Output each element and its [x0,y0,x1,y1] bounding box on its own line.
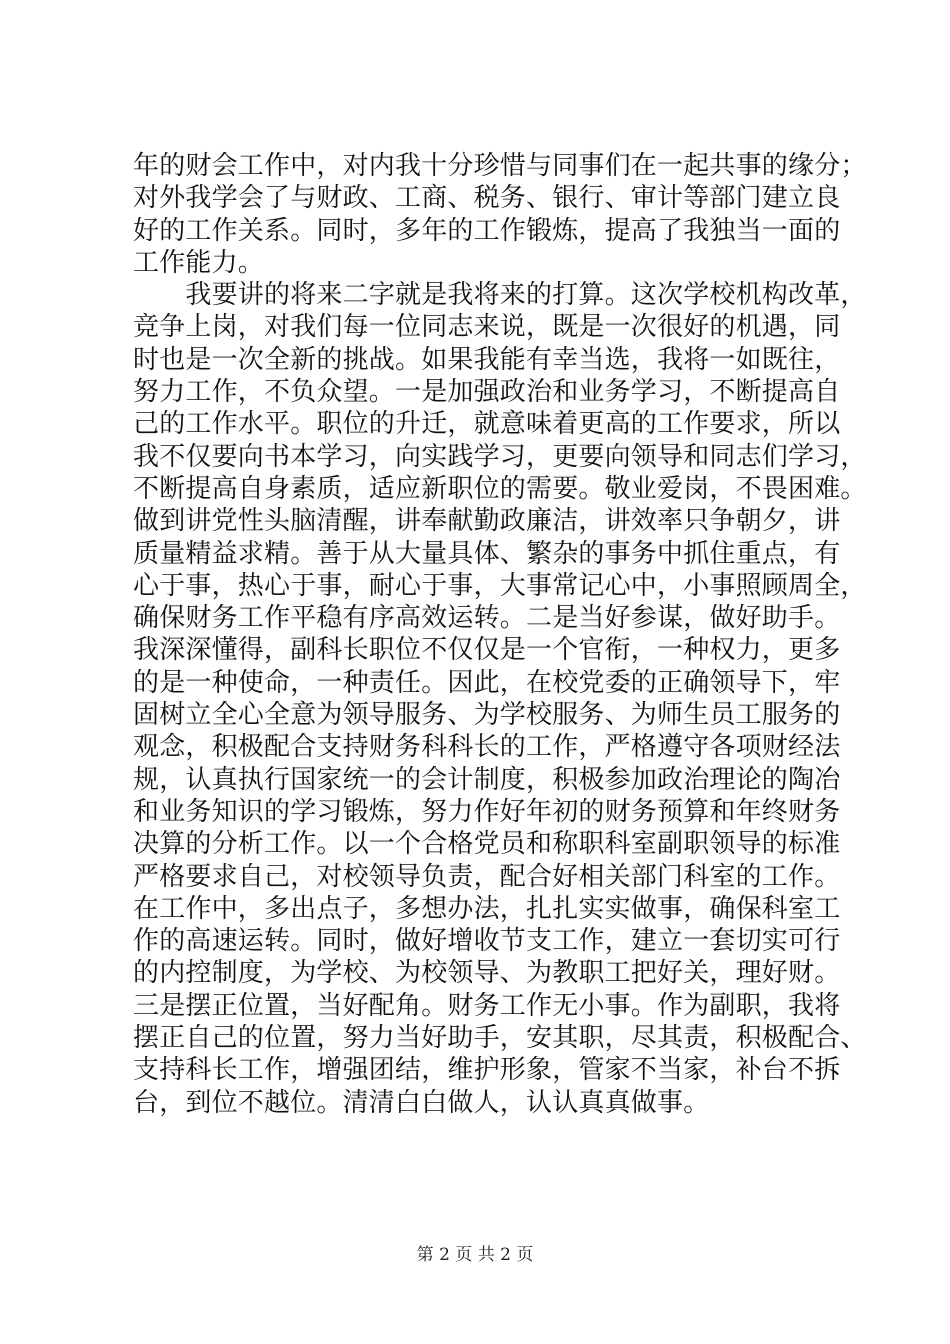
text-line: 作的高速运转。同时，做好增收节支工作，建立一套切实可行 [133,926,841,957]
text-line: 我不仅要向书本学习，向实践学习，更要向领导和同志们学习， [133,441,867,472]
text-line: 心于事，热心于事，耐心于事，大事常记心中，小事照顾周全， [133,570,867,601]
text-line: 严格要求自己，对校领导负责，配合好相关部门科室的工作。 [133,861,841,892]
text-line: 的内控制度，为学校、为校领导、为教职工把好关，理好财。 [133,958,841,989]
text-line: 时也是一次全新的挑战。如果我能有幸当选，我将一如既往， [133,344,841,375]
text-line: 己的工作水平。职位的升迁，就意味着更高的工作要求，所以 [133,409,841,440]
text-line: 质量精益求精。善于从大量具体、繁杂的事务中抓住重点，有 [133,538,841,569]
text-line: 竞争上岗，对我们每一位同志来说，既是一次很好的机遇，同 [133,312,841,343]
text-line: 摆正自己的位置，努力当好助手，安其职，尽其责，积极配合、 [133,1023,867,1054]
text-line: 固树立全心全意为领导服务、为学校服务、为师生员工服务的 [133,700,841,731]
text-line: 规，认真执行国家统一的会计制度，积极参加政治理论的陶冶 [133,764,841,795]
text-line: 在工作中，多出点子，多想办法，扎扎实实做事，确保科室工 [133,893,841,924]
body-text [133,150,867,1119]
text-line: 不断提高自身素质，适应新职位的需要。敬业爱岗，不畏困难。 [133,473,867,504]
text-line: 我深深懂得，副科长职位不仅仅是一个官衔，一种权力，更多 [133,635,841,666]
text-line: 确保财务工作平稳有序高效运转。二是当好参谋，做好助手。 [133,603,841,634]
text-line: 工作能力。 [133,247,265,278]
page-footer [0,1245,950,1265]
page-number-label: 第 2 页 共 2 页 [416,1245,534,1265]
text-line: 三是摆正位置，当好配角。财务工作无小事。作为副职，我将 [133,990,841,1021]
text-line: 我要讲的将来二字就是我将来的打算。这次学校机构改革， [133,280,867,311]
text-line: 观念，积极配合支持财务科科长的工作，严格遵守各项财经法 [133,732,841,763]
text-line: 和业务知识的学习锻炼，努力作好年初的财务预算和年终财务 [133,796,841,827]
text-line: 的是一种使命，一种责任。因此，在校党委的正确领导下，牢 [133,667,841,698]
text-line: 决算的分析工作。以一个合格党员和称职科室副职领导的标准 [133,829,841,860]
text-line: 做到讲党性头脑清醒，讲奉献勤政廉洁，讲效率只争朝夕，讲 [133,506,841,537]
text-line: 努力工作，不负众望。一是加强政治和业务学习，不断提高自 [133,377,841,408]
text-line: 年的财会工作中，对内我十分珍惜与同事们在一起共事的缘分； [133,151,867,181]
text-line: 台，到位不越位。清清白白做人，认认真真做事。 [133,1087,710,1118]
text-line: 支持科长工作，增强团结，维护形象，管家不当家，补台不拆 [133,1055,841,1086]
text-line: 对外我学会了与财政、工商、税务、银行、审计等部门建立良 [133,183,841,214]
text-line: 好的工作关系。同时，多年的工作锻炼，提高了我独当一面的 [133,215,841,246]
